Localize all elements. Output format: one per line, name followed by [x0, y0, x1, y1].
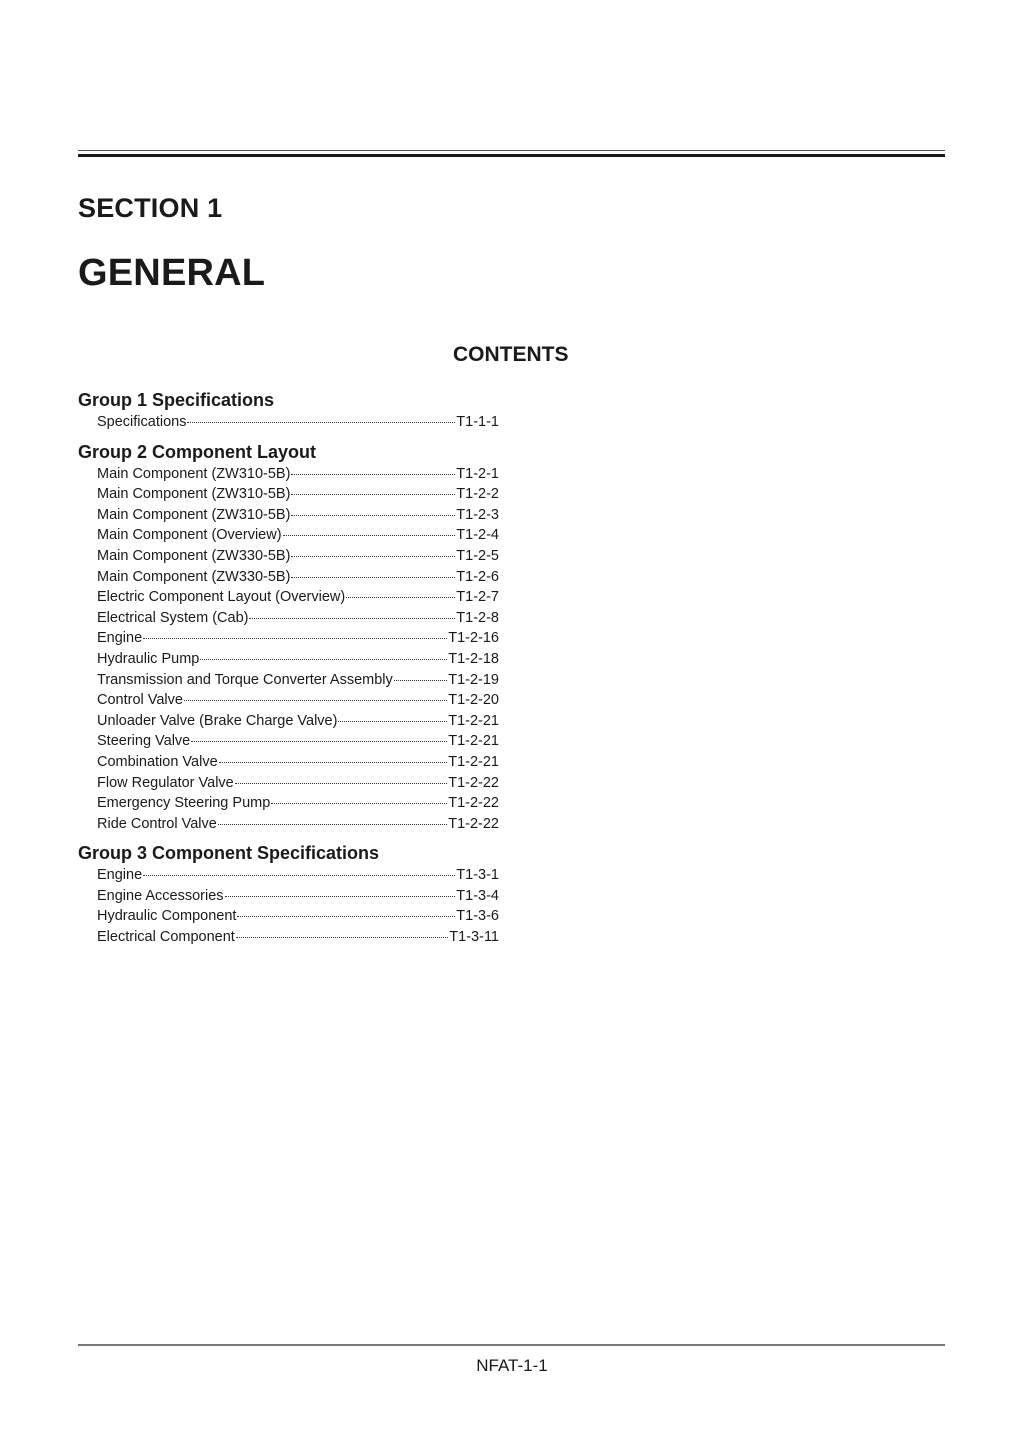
entry-label: Main Component (ZW310-5B): [97, 486, 291, 503]
entry-page: T1-2-21: [448, 753, 499, 770]
dot-leader: [143, 638, 447, 639]
group-title: Group 3 Component Specifications: [78, 843, 380, 864]
entry-page: T1-2-20: [448, 692, 499, 709]
toc-entry[interactable]: [97, 546, 499, 567]
entry-label: Engine: [97, 867, 143, 884]
dot-leader: [291, 515, 455, 516]
entry-label: Main Component (ZW310-5B): [97, 465, 291, 482]
header-rule-thick: [78, 154, 945, 157]
entry-page: T1-2-19: [448, 671, 499, 688]
entry-label: Main Component (Overview): [97, 527, 282, 544]
entry-label: Electrical System (Cab): [97, 609, 249, 626]
dot-leader: [338, 721, 447, 722]
dot-leader: [291, 494, 455, 495]
dot-leader: [237, 916, 455, 917]
dot-leader: [184, 700, 447, 701]
entry-page: T1-2-22: [448, 774, 499, 791]
entry-page: T1-2-21: [448, 712, 499, 729]
entry-label: Main Component (ZW330-5B): [97, 568, 291, 585]
toc-entry[interactable]: [97, 567, 499, 588]
toc-entry[interactable]: [97, 587, 499, 608]
entry-label: Electrical Component: [97, 929, 235, 946]
entry-page: T1-2-3: [456, 506, 499, 523]
entry-label: Engine Accessories: [97, 887, 224, 904]
entry-page: T1-2-22: [448, 815, 499, 832]
dot-leader: [346, 597, 455, 598]
dot-leader: [236, 937, 448, 938]
section-label: SECTION 1: [78, 193, 223, 223]
toc-entry[interactable]: [97, 690, 499, 711]
entry-label: Hydraulic Component: [97, 908, 237, 925]
dot-leader: [225, 896, 456, 897]
toc-entry[interactable]: [97, 505, 499, 526]
toc-entry[interactable]: [97, 412, 499, 433]
dot-leader: [283, 535, 456, 536]
dot-leader: [291, 556, 455, 557]
entry-label: Unloader Valve (Brake Charge Valve): [97, 712, 338, 729]
entry-label: Specifications: [97, 414, 187, 430]
dot-leader: [249, 618, 455, 619]
toc-entry[interactable]: [97, 814, 499, 835]
toc-entry[interactable]: [97, 865, 499, 886]
toc-entry[interactable]: [97, 464, 499, 485]
entry-page: T1-3-6: [456, 908, 499, 925]
toc-entry[interactable]: [97, 793, 499, 814]
dot-leader: [291, 577, 455, 578]
section-title: GENERAL: [78, 252, 266, 294]
toc-entry[interactable]: [97, 906, 499, 927]
dot-leader: [200, 659, 447, 660]
entry-page: T1-2-6: [456, 568, 499, 585]
entry-label: Hydraulic Pump: [97, 650, 200, 667]
toc-entry[interactable]: [97, 711, 499, 732]
toc-group-1: [78, 388, 499, 433]
entry-label: Main Component (ZW310-5B): [97, 506, 291, 523]
entry-page: T1-2-21: [448, 733, 499, 750]
entry-page: T1-2-7: [456, 589, 499, 606]
toc-entry[interactable]: [97, 731, 499, 752]
footer-rule: [78, 1344, 945, 1346]
entry-page: T1-2-4: [456, 527, 499, 544]
toc-group-2: [78, 440, 499, 835]
dot-leader: [187, 422, 455, 423]
toc-entry[interactable]: [97, 649, 499, 670]
entry-label: Control Valve: [97, 692, 183, 709]
dot-leader: [218, 824, 447, 825]
group-title: Group 2 Component Layout: [78, 441, 316, 462]
entry-label: Engine: [97, 630, 143, 647]
dot-leader: [394, 680, 447, 681]
entry-label: Emergency Steering Pump: [97, 795, 271, 812]
entry-page: T1-2-1: [456, 465, 499, 482]
toc-entry[interactable]: [97, 525, 499, 546]
entry-page: T1-2-16: [448, 630, 499, 647]
entry-label: Flow Regulator Valve: [97, 774, 234, 791]
entry-page: T1-1-1: [456, 414, 499, 430]
toc-entry[interactable]: [97, 927, 499, 948]
entry-label: Ride Control Valve: [97, 815, 217, 832]
dot-leader: [191, 741, 447, 742]
entry-page: T1-3-11: [449, 929, 499, 946]
entry-page: T1-2-2: [456, 486, 499, 503]
dot-leader: [219, 762, 448, 763]
header-rule-thin: [78, 150, 945, 151]
entry-label: Transmission and Torque Converter Assembly: [97, 671, 393, 688]
toc-entry[interactable]: [97, 886, 499, 907]
entry-page: T1-2-5: [456, 547, 499, 564]
entry-page: T1-3-4: [456, 887, 499, 904]
entry-label: Combination Valve: [97, 753, 218, 770]
entry-page: T1-2-22: [448, 795, 499, 812]
toc-entry[interactable]: [97, 752, 499, 773]
dot-leader: [271, 803, 447, 804]
group-title: Group 1 Specifications: [78, 390, 275, 410]
entry-page: T1-3-1: [456, 867, 499, 884]
contents-heading: CONTENTS: [453, 343, 569, 366]
entry-label: Electric Component Layout (Overview): [97, 589, 346, 606]
dot-leader: [291, 474, 455, 475]
table-of-contents: [78, 388, 499, 955]
entry-label: Main Component (ZW330-5B): [97, 547, 291, 564]
toc-entry[interactable]: [97, 484, 499, 505]
dot-leader: [235, 783, 447, 784]
dot-leader: [143, 875, 455, 876]
footer-page-number: NFAT-1-1: [476, 1356, 548, 1375]
toc-entry[interactable]: [97, 628, 499, 649]
entry-label: Steering Valve: [97, 733, 191, 750]
toc-group-3: [78, 841, 499, 947]
toc-entry[interactable]: [97, 773, 499, 794]
toc-entry[interactable]: [97, 608, 499, 629]
entry-page: T1-2-8: [456, 609, 499, 626]
toc-entry[interactable]: [97, 670, 499, 691]
entry-page: T1-2-18: [448, 650, 499, 667]
